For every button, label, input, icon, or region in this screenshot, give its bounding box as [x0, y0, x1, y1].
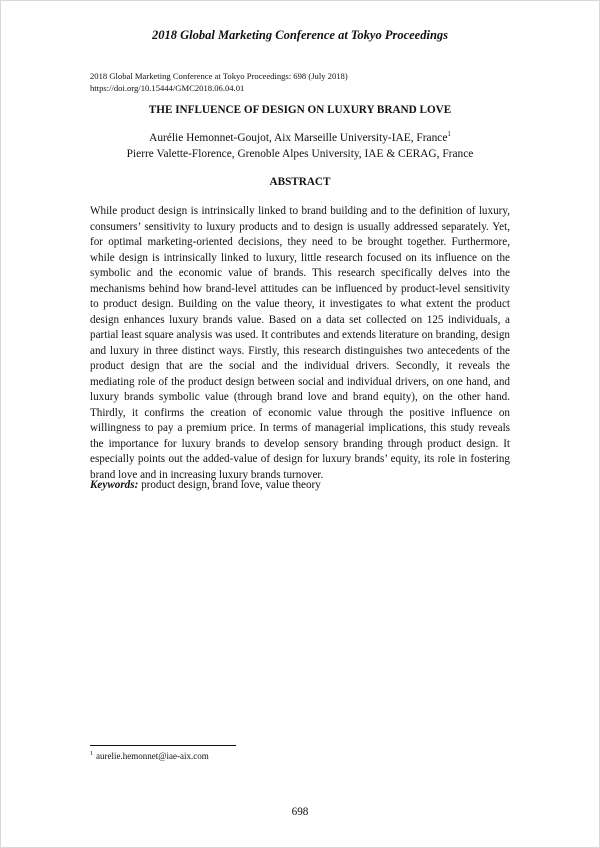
keywords-label: Keywords:: [90, 479, 139, 491]
footnote: [90, 751, 209, 761]
keywords-text: product design, brand love, value theory: [141, 479, 321, 491]
author-line-1: [0, 131, 600, 147]
footnote-email[interactable]: aurelie.hemonnet@iae-aix.com: [96, 751, 209, 761]
page-number: 698: [291, 806, 309, 818]
author-list: [0, 131, 600, 162]
citation-line: 2018 Global Marketing Conference at Tokyo Proceedings: 698 (July 2018): [90, 71, 348, 81]
keywords: [90, 479, 510, 491]
abstract-text: While product design is intrinsically linked to brand building and to the definition of luxury, consumers’ sensitivity to luxury products and to design is usually addressed separately. Yet, for optimal marketing-oriented decisions, they need to be brought together. Furthermore, while design is intrinsically linked to luxury, little research focused on its influence on the symbolic and the economic value of brands. This research specifically delves into the mechanisms behind how brand-level attitudes can be influenced by product-level sensitivity to product design. Building on the value theory, it investigates to what extent the product design enhances luxury brands value. Based on a data set collected on 125 individuals, a partial least square analysis was used. It contributes and extends literature on branding, design and luxury in three distinct ways. Firstly, this research distinguishes two antecedents of the product design that are the social and the individual drivers. Secondly, it reveals the mediating role of the product design between social and individual drivers, on one hand, and luxury brands symbolic value (through brand love and brand equity), on the other hand. Thirdly, it confirms the creation of economic value through the positive influence on willingness to pay a premium price. In terms of managerial implications, this study reveals the importance for luxury brands to develop sensory branding through product design. It especially points out the added-value of design for luxury brands’ equity, its role in fostering brand love and in increasing luxury brands turnover.: [90, 205, 510, 481]
author-line-2: [0, 147, 600, 163]
citation-block: [90, 71, 348, 94]
author-affiliation: Aurélie Hemonnet-Goujot, Aix Marseille University-IAE, France: [149, 132, 448, 144]
doi-link[interactable]: https://doi.org/10.15444/GMC2018.06.04.01: [90, 82, 245, 93]
footnote-divider: [90, 745, 236, 746]
footnote-mark: 1: [90, 751, 93, 757]
footnote-mark: 1: [447, 130, 451, 139]
abstract-heading: ABSTRACT: [269, 176, 331, 188]
paper-title: THE INFLUENCE OF DESIGN ON LUXURY BRAND LOVE: [148, 104, 452, 116]
running-head: 2018 Global Marketing Conference at Tokyo Proceedings: [151, 28, 449, 42]
author-affiliation: Pierre Valette-Florence, Grenoble Alpes University, IAE & CERAG, France: [126, 147, 474, 160]
